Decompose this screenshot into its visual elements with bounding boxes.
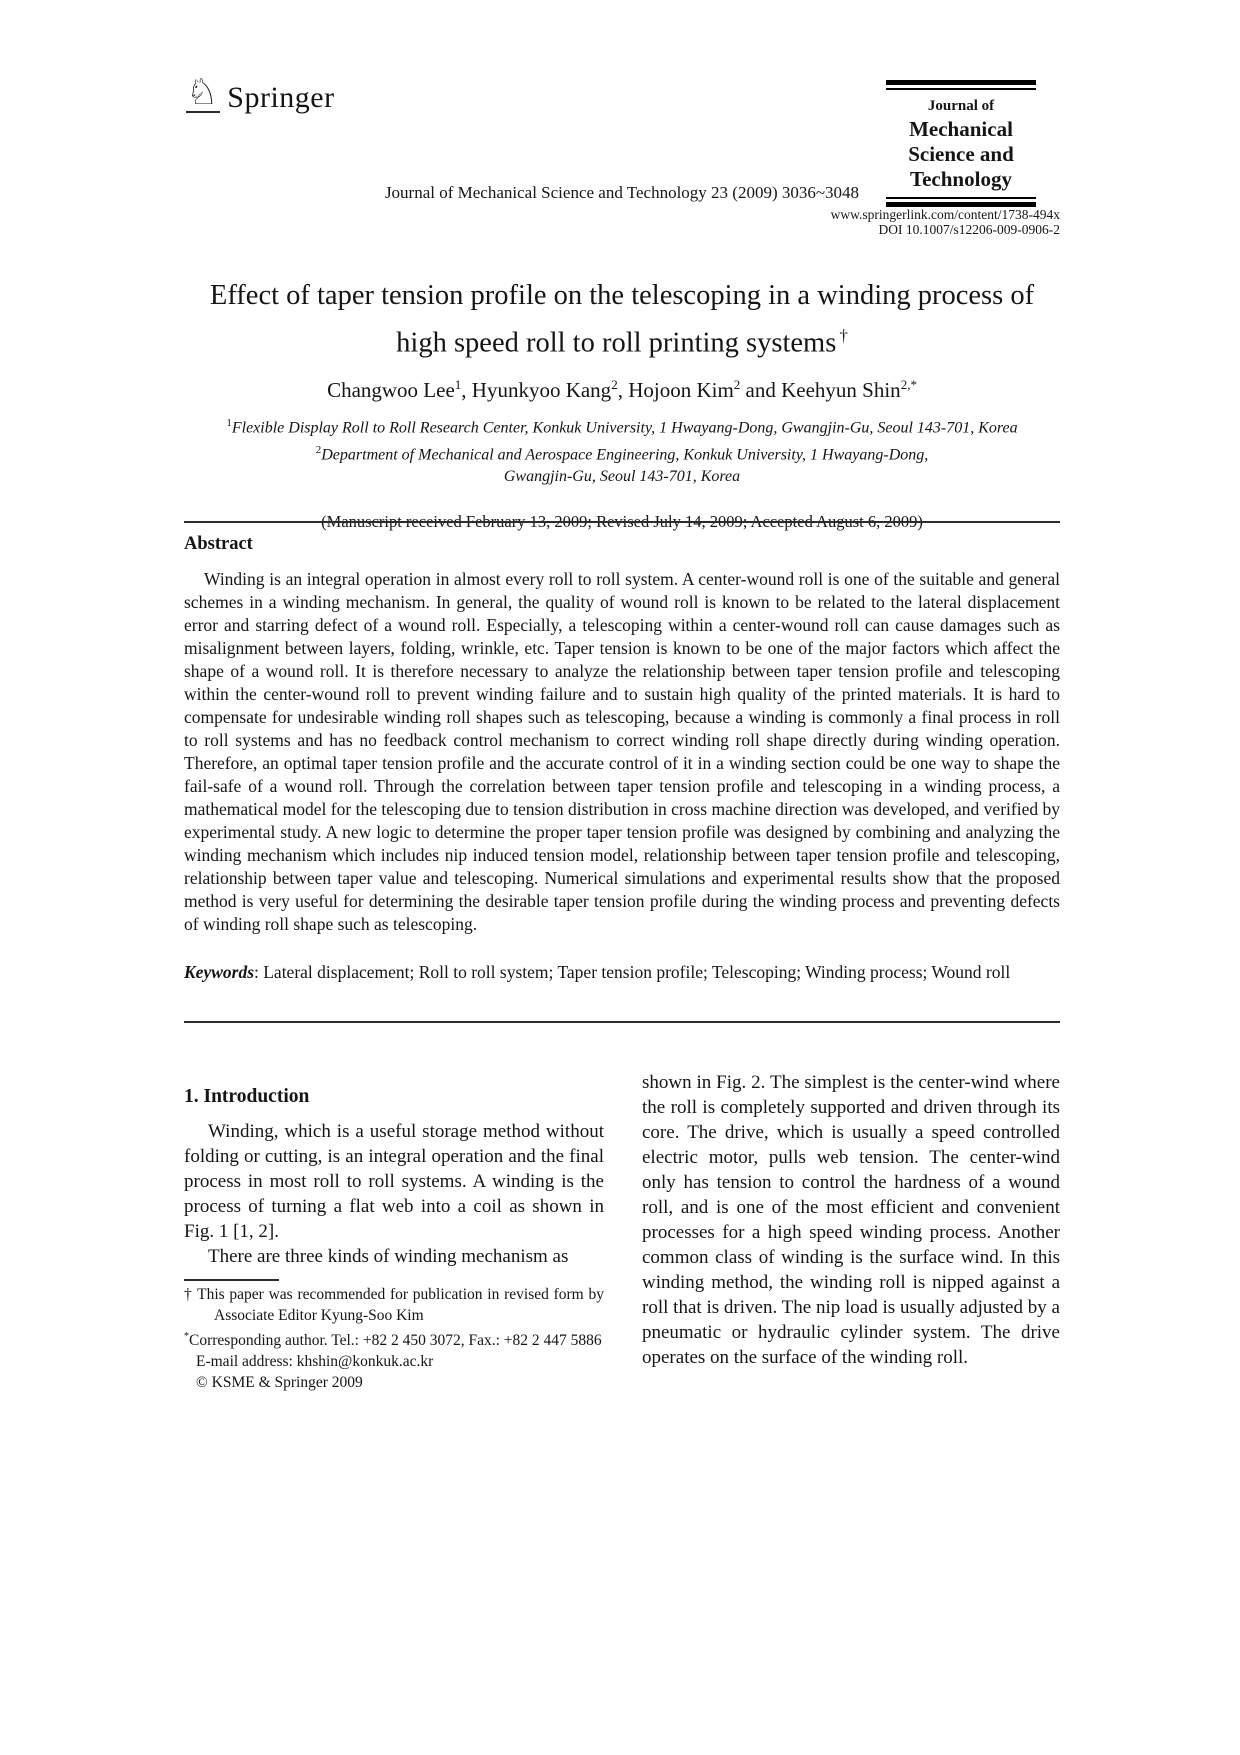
affiliation-text-3: Gwangjin-Gu, Seoul 143-701, Korea [503,468,741,486]
right-column [642,1064,1060,1393]
keywords-text: : Lateral displacement; Roll to roll system; Taper tension profile; Telescoping; Winding process; Wound roll [254,962,1011,982]
left-column [184,1064,604,1393]
title-block [184,276,1060,532]
paper-title-line-1: Effect of taper tension profile on the telescoping in a winding process of [209,280,1035,311]
journal-box-top-rule [886,80,1036,90]
body-columns [184,1064,1060,1393]
footnote-block [184,1279,604,1393]
author-sep-3: and [740,377,782,402]
footnote-recommendation [184,1284,604,1326]
affiliation-text-2: Department of Mechanical and Aerospace Engineering, Konkuk University, 1 Hwayang-Dong, [321,446,929,464]
paper-title-line-2 [184,316,1060,364]
footnote-corresponding [184,1326,604,1351]
keywords-line [184,962,1060,983]
journal-box-line-3: Technology [910,167,1012,191]
journal-box-line-2: Science and [908,142,1014,166]
paper-title-line-2-text: high speed roll to roll printing systems [396,327,837,359]
author-sep-1: , [461,377,472,402]
journal-box-line-1: Mechanical [909,117,1013,141]
abstract-section [184,534,1060,983]
affiliation-text-1: Flexible Display Roll to Roll Research Center, Konkuk University, 1 Hwayang-Dong, Gwangjin-Gu, Seoul 143-701, Korea [231,418,1018,436]
author-sup-3: 2 [733,376,741,392]
footnote-dagger-marker: † [184,1286,193,1303]
keywords-label: Keywords [184,962,254,982]
author-name-2: Hyunkyoo Kang [471,377,612,402]
section-heading-introduction: 1. Introduction [184,1086,310,1107]
springer-logo-text: Springer [227,80,335,114]
author-name-4: Keehyun Shin [781,377,901,402]
author-name-3: Hojoon Kim [628,377,734,402]
springerlink-url: www.springerlink.com/content/1738-494x [830,207,1060,222]
intro-paragraph-1: Winding, which is a useful storage method without folding or cutting, is an integral operation and the final process in most roll to roll systems. A winding is the process of turning a flat web into a coil as shown in Fig. 1 [1, 2]. [184,1121,604,1242]
abstract-heading: Abstract [184,534,253,554]
doi-line: DOI 10.1007/s12206-009-0906-2 [878,222,1060,237]
intro-paragraph-2: There are three kinds of winding mechanism as [208,1246,569,1267]
right-column-paragraph: shown in Fig. 2. The simplest is the center-wind where the roll is completely supported and driven through its core. The drive, which is usually a speed controlled electric motor, pulls web tension. The center-wind only has tension to control the hardness of a wound roll, and is one of the most efficient and convenient processes for a high speed winding process. Another common class of winding is the surface wind. In this winding method, the winding roll is nipped against a roll that is driven. The nip load is usually adjusted by a pneumatic or hydraulic cylinder system. The drive operates on the surface of the winding roll. [642,1072,1060,1368]
affiliation-line-1 [184,412,1060,439]
footnote-rule [184,1279,279,1281]
author-sup-4: 2,* [900,376,917,392]
affiliations-block [184,412,1060,489]
author-sep-2: , [617,377,629,402]
springer-logo [186,74,335,113]
journal-box-line-small: Journal of [927,98,995,114]
title-dagger: † [839,326,848,345]
affiliation-line-2 [184,439,1060,466]
author-name-1: Changwoo Lee [327,377,455,402]
affiliation-sup-2: 2 [315,443,322,456]
authors-line [184,371,1060,404]
affiliation-sup-1: 1 [226,416,232,429]
author-sup-2: 2 [611,376,618,392]
footnote-recommendation-text: This paper was recommended for publication in revised form by Associate Editor Kyung-Soo Kim [197,1286,604,1324]
footnote-copyright: © KSME & Springer 2009 [196,1374,363,1392]
affiliation-line-3 [184,466,1060,488]
abstract-text: Winding is an integral operation in almost every roll to roll system. A center-wound roll is one of the suitable and general schemes in a winding mechanism. In general, the quality of wound roll is known to be related to the lateral displacement error and starring defect of a wound roll. Especially, a telescoping within a center-wound roll can cause damages such as misalignment between layers, folding, wrinkle, etc. Taper tension is known to be one of the major factors which affect the shape of a wound roll. It is therefore necessary to analyze the relationship between taper tension profile and telescoping within the center-wound roll to prevent winding failure and to sustain high quality of the printed materials. It is hard to compensate for undesirable winding roll shapes such as telescoping, because a winding is commonly a final process in roll to roll systems and has no feedback control mechanism to correct winding roll shape directly during winding operation. Therefore, an optimal taper tension profile and the accurate control of it in a winding section could be one way to shape the fail-safe of a wound roll. Through the correlation between taper tension profile and telescoping in a winding process, a mathematical model for the telescoping due to tension distribution in cross machine direction was developed, and verified by experimental study. A new logic to determine the proper taper tension profile was designed by combining and analyzing the winding mechanism which includes nip induced tension model, relationship between taper tension profile and telescoping, relationship between taper value and telescoping. Numerical simulations and experimental results show that the proposed method is very useful for determining the desirable taper tension profile during the winding process and preventing defects of winding roll shape such as telescoping. [184,569,1060,934]
divider-rule-top [184,521,1060,523]
footnote-asterisk-marker: * [184,1331,189,1342]
author-sup-1: 1 [454,376,462,392]
footnote-corresponding-text: Corresponding author. Tel.: +82 2 450 3072, Fax.: +82 2 447 5886 [189,1332,602,1350]
springer-horse-icon: ♘ [186,72,219,112]
footnote-email: E-mail address: khshin@konkuk.ac.kr [196,1353,434,1371]
citation-line: Journal of Mechanical Science and Technology 23 (2009) 3036~3048 [384,183,860,202]
link-block [184,207,1060,237]
manuscript-note: (Manuscript received February 13, 2009; Revised July 14, 2009; Accepted August 6, 2009) [321,512,923,532]
divider-rule-bottom [184,1021,1060,1023]
